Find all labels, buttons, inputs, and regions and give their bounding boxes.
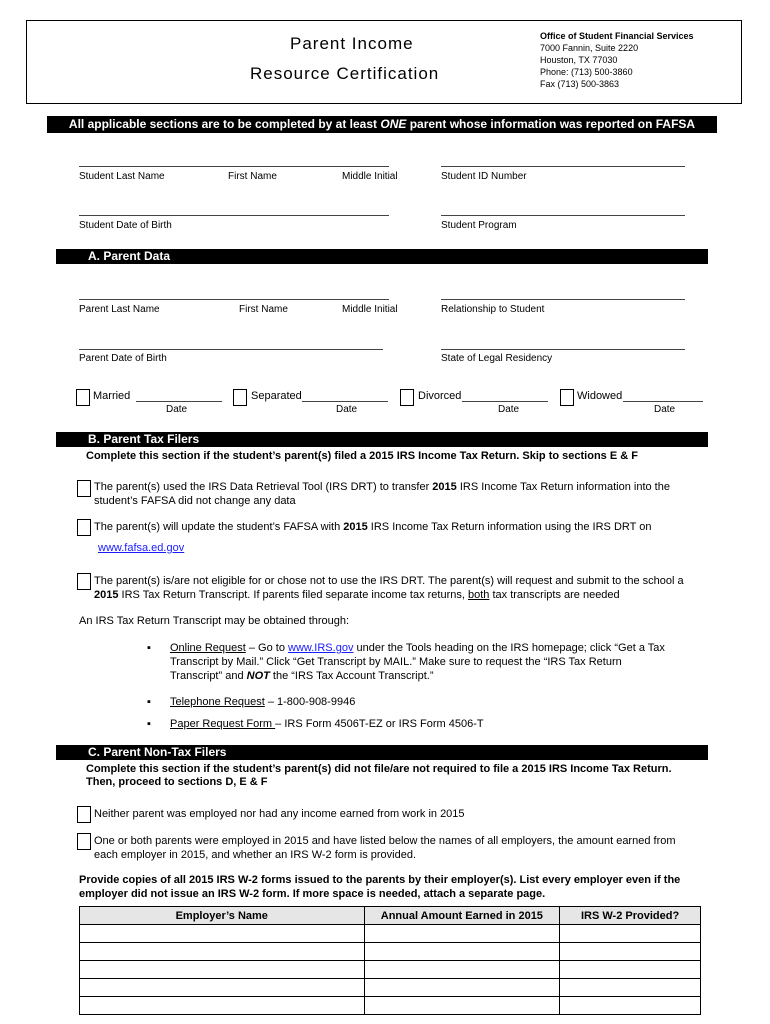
widowed-label: Widowed: [577, 390, 623, 402]
bullet-2: ▪: [147, 696, 151, 708]
table-row: [80, 997, 701, 1015]
no-income-checkbox[interactable]: [77, 806, 91, 823]
married-date-line[interactable]: [136, 401, 222, 402]
form-title-line1: Parent Income: [290, 34, 414, 53]
section-c-instruction2: Then, proceed to sections D, E & F: [86, 776, 268, 788]
drt-not-used-text: The parent(s) is/are not eligible for or chose not to use the IRS DRT. The parent(s) will request and submit to the school a 2015 IRS Tax Return Transcript. If parents filed separate income tax returns, both tax transcripts are needed: [94, 575, 684, 601]
divorced-date-label: Date: [498, 404, 520, 415]
divorced-checkbox[interactable]: [400, 389, 414, 406]
parent-residency-line[interactable]: [441, 349, 685, 350]
office-name: Office of Student Financial Services: [540, 31, 694, 41]
section-b-instruction: Complete this section if the student’s parent(s) filed a 2015 IRS Income Tax Return. Skip to sections E & F: [86, 450, 638, 462]
parent-relationship-label: Relationship to Student: [441, 304, 545, 315]
section-a-heading: A. Parent Data: [56, 249, 708, 264]
section-c-heading: C. Parent Non-Tax Filers: [56, 745, 708, 760]
drt-update-checkbox[interactable]: [77, 519, 91, 536]
office-phone: Phone: (713) 500-3860: [540, 67, 633, 77]
w2-provided-header: IRS W-2 Provided?: [560, 907, 701, 925]
table-row: [80, 979, 701, 997]
employer-name-cell[interactable]: [80, 997, 365, 1015]
office-address1: 7000 Fannin, Suite 2220: [540, 43, 639, 53]
employer-name-cell[interactable]: [80, 943, 365, 961]
drt-not-used-checkbox[interactable]: [77, 573, 91, 590]
no-income-text: Neither parent was employed nor had any income earned from work in 2015: [94, 808, 465, 820]
table-row: [80, 925, 701, 943]
employer-name-cell[interactable]: [80, 925, 365, 943]
student-program-line[interactable]: [441, 215, 685, 216]
parent-relationship-line[interactable]: [441, 299, 685, 300]
parent-dob-line[interactable]: [79, 349, 383, 350]
section-b-heading: B. Parent Tax Filers: [56, 432, 708, 447]
provide-w2-text: Provide copies of all 2015 IRS W-2 forms issued to the parents by their employer(s). List every employer even if the employer did not issue an IRS W-2 form. If more space is needed, attach a separate page.: [79, 874, 681, 900]
separated-date-line[interactable]: [302, 401, 388, 402]
w2-provided-cell[interactable]: [560, 925, 701, 943]
student-dob-label: Student Date of Birth: [79, 220, 172, 231]
telephone-request-text: Telephone Request – 1-800-908-9946: [170, 696, 356, 708]
bullet-1: ▪: [147, 642, 151, 654]
employer-name-cell[interactable]: [80, 961, 365, 979]
amount-earned-header: Annual Amount Earned in 2015: [364, 907, 560, 925]
paper-request-text: Paper Request Form – IRS Form 4506T-EZ or IRS Form 4506-T: [170, 718, 484, 730]
married-date-label: Date: [166, 404, 188, 415]
table-row: [80, 961, 701, 979]
student-name-line[interactable]: [79, 166, 389, 167]
office-address2: Houston, TX 77030: [540, 55, 618, 65]
parent-last-name-label: Parent Last Name: [79, 304, 160, 315]
parent-middle-initial-label: Middle Initial: [342, 304, 398, 315]
divorced-date-line[interactable]: [462, 401, 548, 402]
w2-provided-cell[interactable]: [560, 997, 701, 1015]
separated-label: Separated: [251, 390, 302, 402]
drt-used-text: The parent(s) used the IRS Data Retrieval Tool (IRS DRT) to transfer 2015 IRS Income Tax Return information into the student’s FAFSA did not change any data: [94, 481, 670, 507]
employer-name-header: Employer’s Name: [80, 907, 365, 925]
transcript-intro: An IRS Tax Return Transcript may be obtained through:: [79, 615, 350, 627]
student-middle-initial-label: Middle Initial: [342, 171, 398, 182]
student-first-name-label: First Name: [228, 171, 277, 182]
instructions-banner: All applicable sections are to be completed by at least ONE parent whose information was reported on FAFSA: [47, 116, 717, 133]
section-c-instruction1: Complete this section if the student’s parent(s) did not file/are not required to file a 2015 IRS Income Tax Return.: [86, 763, 672, 775]
widowed-date-line[interactable]: [623, 401, 703, 402]
form-title-line2: Resource Certification: [250, 64, 440, 83]
amount-earned-cell[interactable]: [364, 961, 560, 979]
w2-provided-cell[interactable]: [560, 961, 701, 979]
employed-checkbox[interactable]: [77, 833, 91, 850]
drt-update-text: The parent(s) will update the student’s FAFSA with 2015 IRS Income Tax Return information using the IRS DRT on: [94, 521, 652, 533]
student-dob-line[interactable]: [79, 215, 389, 216]
separated-checkbox[interactable]: [233, 389, 247, 406]
w2-provided-cell[interactable]: [560, 979, 701, 997]
employer-name-cell[interactable]: [80, 979, 365, 997]
student-id-label: Student ID Number: [441, 171, 527, 182]
student-program-label: Student Program: [441, 220, 517, 231]
student-last-name-label: Student Last Name: [79, 171, 165, 182]
divorced-label: Divorced: [418, 390, 462, 402]
separated-date-label: Date: [336, 404, 358, 415]
w2-provided-cell[interactable]: [560, 943, 701, 961]
bullet-3: ▪: [147, 718, 151, 730]
table-row: [80, 943, 701, 961]
fafsa-link[interactable]: www.fafsa.ed.gov: [98, 542, 185, 554]
online-request-text: Online Request – Go to www.IRS.gov under the Tools heading on the IRS homepage; click “Get a Tax Transcript by Mail.” Click “Get Transcript by MAIL.” Make sure to request the “IRS Tax Return Transcript” and NOT the “IRS Tax Account Transcript.”: [170, 642, 665, 682]
table-header-row: [80, 907, 701, 925]
parent-dob-label: Parent Date of Birth: [79, 353, 167, 364]
widowed-date-label: Date: [654, 404, 676, 415]
amount-earned-cell[interactable]: [364, 943, 560, 961]
parent-name-line[interactable]: [79, 299, 389, 300]
irs-link[interactable]: www.IRS.gov: [288, 642, 354, 654]
student-id-line[interactable]: [441, 166, 685, 167]
drt-used-checkbox[interactable]: [77, 480, 91, 497]
amount-earned-cell[interactable]: [364, 925, 560, 943]
parent-first-name-label: First Name: [239, 304, 288, 315]
amount-earned-cell[interactable]: [364, 979, 560, 997]
married-label: Married: [93, 390, 131, 402]
parent-residency-label: State of Legal Residency: [441, 353, 553, 364]
office-fax: Fax (713) 500-3863: [540, 79, 620, 89]
employer-table: [79, 906, 701, 1015]
married-checkbox[interactable]: [76, 389, 90, 406]
employed-text: One or both parents were employed in 2015 and have listed below the names of all employers, the amount earned from each employer in 2015, and whether an IRS W-2 form is provided.: [94, 835, 676, 861]
widowed-checkbox[interactable]: [560, 389, 574, 406]
amount-earned-cell[interactable]: [364, 997, 560, 1015]
